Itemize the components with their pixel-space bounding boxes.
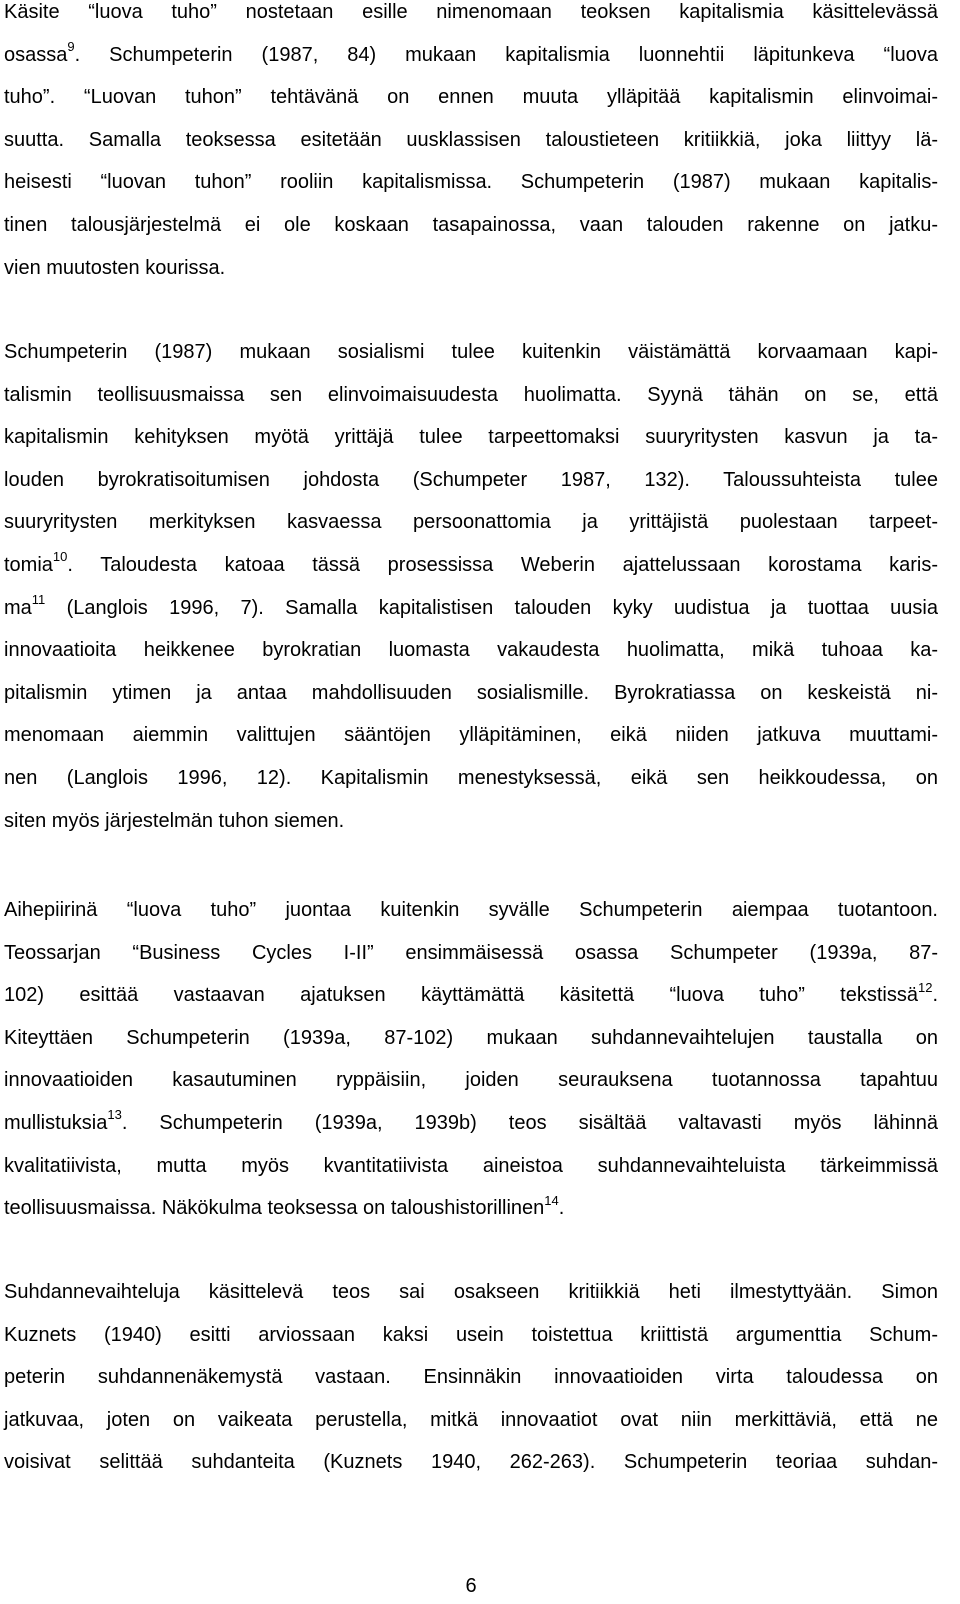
text-line [4, 1356, 938, 1399]
paragraph [4, 1271, 938, 1484]
text-run: talismin teollisuusmaissa sen elinvoimaisuudesta huolimatta. Syynä tähän on se, että [4, 383, 938, 406]
text-run: nen (Langlois 1996, 12). Kapitalismin menestyksessä, eikä sen heikkoudessa, on [4, 766, 938, 789]
footnote-marker: 10 [52, 549, 68, 565]
text-run: teollisuusmaissa. Näkökulma teoksessa on taloushistorillinen [4, 1197, 545, 1220]
text-run: voisivat selittää suhdanteita (Kuznets 1940, 262-263). Schumpeterin teoriaa suhdan- [4, 1451, 938, 1474]
text-run: Käsite “luova tuho” nostetaan esille nimenomaan teoksen kapitalismia käsittelevässä [4, 1, 938, 23]
footnote-marker: 14 [544, 1192, 559, 1208]
text-line [4, 34, 938, 77]
text-line [4, 459, 938, 502]
text-run: siten myös järjestelmän tuhon siemen. [4, 809, 345, 832]
document-page [4, 0, 938, 1604]
text-line [4, 204, 938, 247]
text-run: Kuznets (1940) esitti arviossaan kaksi usein toistettua kriittistä argumenttia Schum- [4, 1323, 938, 1346]
text-run: pitalismin ytimen ja antaa mahdollisuuden sosialismille. Byrokratiassa on keskeistä ni- [4, 681, 938, 704]
footnote-marker: 13 [107, 1107, 122, 1123]
paragraph [4, 331, 938, 842]
text-run: 102) esittää vastaavan ajatuksen käyttämättä käsitettä “luova tuho” tekstissä [4, 984, 918, 1007]
text-run: Teossarjan “Business Cycles I-II” ensimmäisessä osassa Schumpeter (1939a, 87- [4, 941, 938, 964]
text-run: Schumpeterin (1987) mukaan sosialismi tulee kuitenkin väistämättä korvaamaan kapi- [4, 341, 938, 363]
text-run: Aihepiirinä “luova tuho” juontaa kuitenkin syvälle Schumpeterin aiempaa tuotantoon. [4, 899, 938, 921]
text-line [4, 1271, 938, 1314]
text-run: . Schumpeterin (1987, 84) mukaan kapitalismia luonnehtii läpitunkeva “luova [74, 43, 938, 66]
text-line [4, 544, 938, 587]
text-line [4, 374, 938, 417]
text-line [4, 161, 938, 204]
text-line [4, 800, 938, 843]
footnote-marker: 11 [31, 591, 46, 607]
footnote-marker: 9 [67, 38, 75, 54]
page-number: 6 [465, 1575, 477, 1597]
text-line [4, 629, 938, 672]
text-line [4, 1399, 938, 1442]
text-line [4, 1314, 938, 1357]
text-line [4, 0, 938, 34]
text-run: . [932, 984, 938, 1007]
text-run: . Taloudesta katoaa tässä prosessissa Weberin ajattelussaan korostama karis- [67, 553, 938, 576]
text-run: (Langlois 1996, 7). Samalla kapitalistisen talouden kyky uudistua ja tuottaa uusia [45, 596, 938, 619]
text-line [4, 1017, 938, 1060]
text-run: kvalitatiivista, mutta myös kvantitatiivista aineistoa suhdannevaihteluista tärkeimmissä [4, 1154, 938, 1177]
text-run: innovaatioiden kasautuminen ryppäisiin, joiden seurauksena tuotannossa tapahtuu [4, 1069, 938, 1092]
paragraph [4, 889, 938, 1230]
text-line [4, 672, 938, 715]
text-line [4, 76, 938, 119]
text-run: osassa [4, 43, 68, 66]
text-line [4, 714, 938, 757]
text-line [4, 119, 938, 162]
text-run: mullistuksia [4, 1111, 108, 1134]
footnote-marker: 12 [917, 979, 933, 995]
text-run: innovaatioita heikkenee byrokratian luomasta vakaudesta huolimatta, mikä tuhoaa ka- [4, 639, 938, 662]
text-run: louden byrokratisoitumisen johdosta (Schumpeter 1987, 132). Taloussuhteista tulee [4, 468, 938, 491]
text-line [4, 587, 938, 630]
text-run: menomaan aiemmin valittujen sääntöjen ylläpitäminen, eikä niiden jatkuva muuttami- [4, 724, 938, 747]
text-line [4, 1102, 938, 1145]
text-line [4, 501, 938, 544]
text-line [4, 974, 938, 1017]
text-run: peterin suhdannenäkemystä vastaan. Ensinnäkin innovaatioiden virta taloudessa on [4, 1366, 938, 1389]
text-run: kapitalismin kehityksen myötä yrittäjä tulee tarpeettomaksi suuryritysten kasvun ja ta- [4, 426, 938, 449]
text-line [4, 1187, 938, 1230]
text-line [4, 247, 938, 290]
text-line [4, 1059, 938, 1102]
text-run: suuryritysten merkityksen kasvaessa persoonattomia ja yrittäjistä puolestaan tarpeet- [4, 511, 938, 534]
text-line [4, 932, 938, 975]
text-run: suutta. Samalla teoksessa esitetään uusklassisen taloustieteen kritiikkiä, joka liittyy lä- [4, 128, 938, 151]
text-run: Kiteyttäen Schumpeterin (1939a, 87-102) mukaan suhdannevaihtelujen taustalla on [4, 1026, 938, 1049]
text-line [4, 889, 938, 932]
text-run: . [558, 1197, 565, 1220]
text-run: tuho”. “Luovan tuhon” tehtävänä on ennen muuta ylläpitää kapitalismin elinvoimai- [4, 86, 938, 109]
text-run: vien muutosten kourissa. [4, 256, 226, 279]
text-line [4, 757, 938, 800]
text-line [4, 1441, 938, 1484]
text-run: ma [4, 596, 32, 619]
text-line [4, 416, 938, 459]
text-run: Suhdannevaihteluja käsittelevä teos sai osakseen kritiikkiä heti ilmestyttyään. Simon [4, 1281, 938, 1303]
text-run: . Schumpeterin (1939a, 1939b) teos sisältää valtavasti myös lähinnä [121, 1111, 938, 1134]
text-line [4, 1145, 938, 1188]
text-run: tinen talousjärjestelmä ei ole koskaan tasapainossa, vaan talouden rakenne on jatku- [4, 213, 938, 236]
text-run: jatkuvaa, joten on vaikeata perustella, mitkä innovaatiot ovat niin merkittäviä, että ne [4, 1408, 938, 1431]
paragraph [4, 0, 938, 289]
text-line [4, 331, 938, 374]
text-run: heisesti “luovan tuhon” rooliin kapitalismissa. Schumpeterin (1987) mukaan kapitalis- [4, 171, 938, 194]
text-run: tomia [4, 553, 53, 576]
